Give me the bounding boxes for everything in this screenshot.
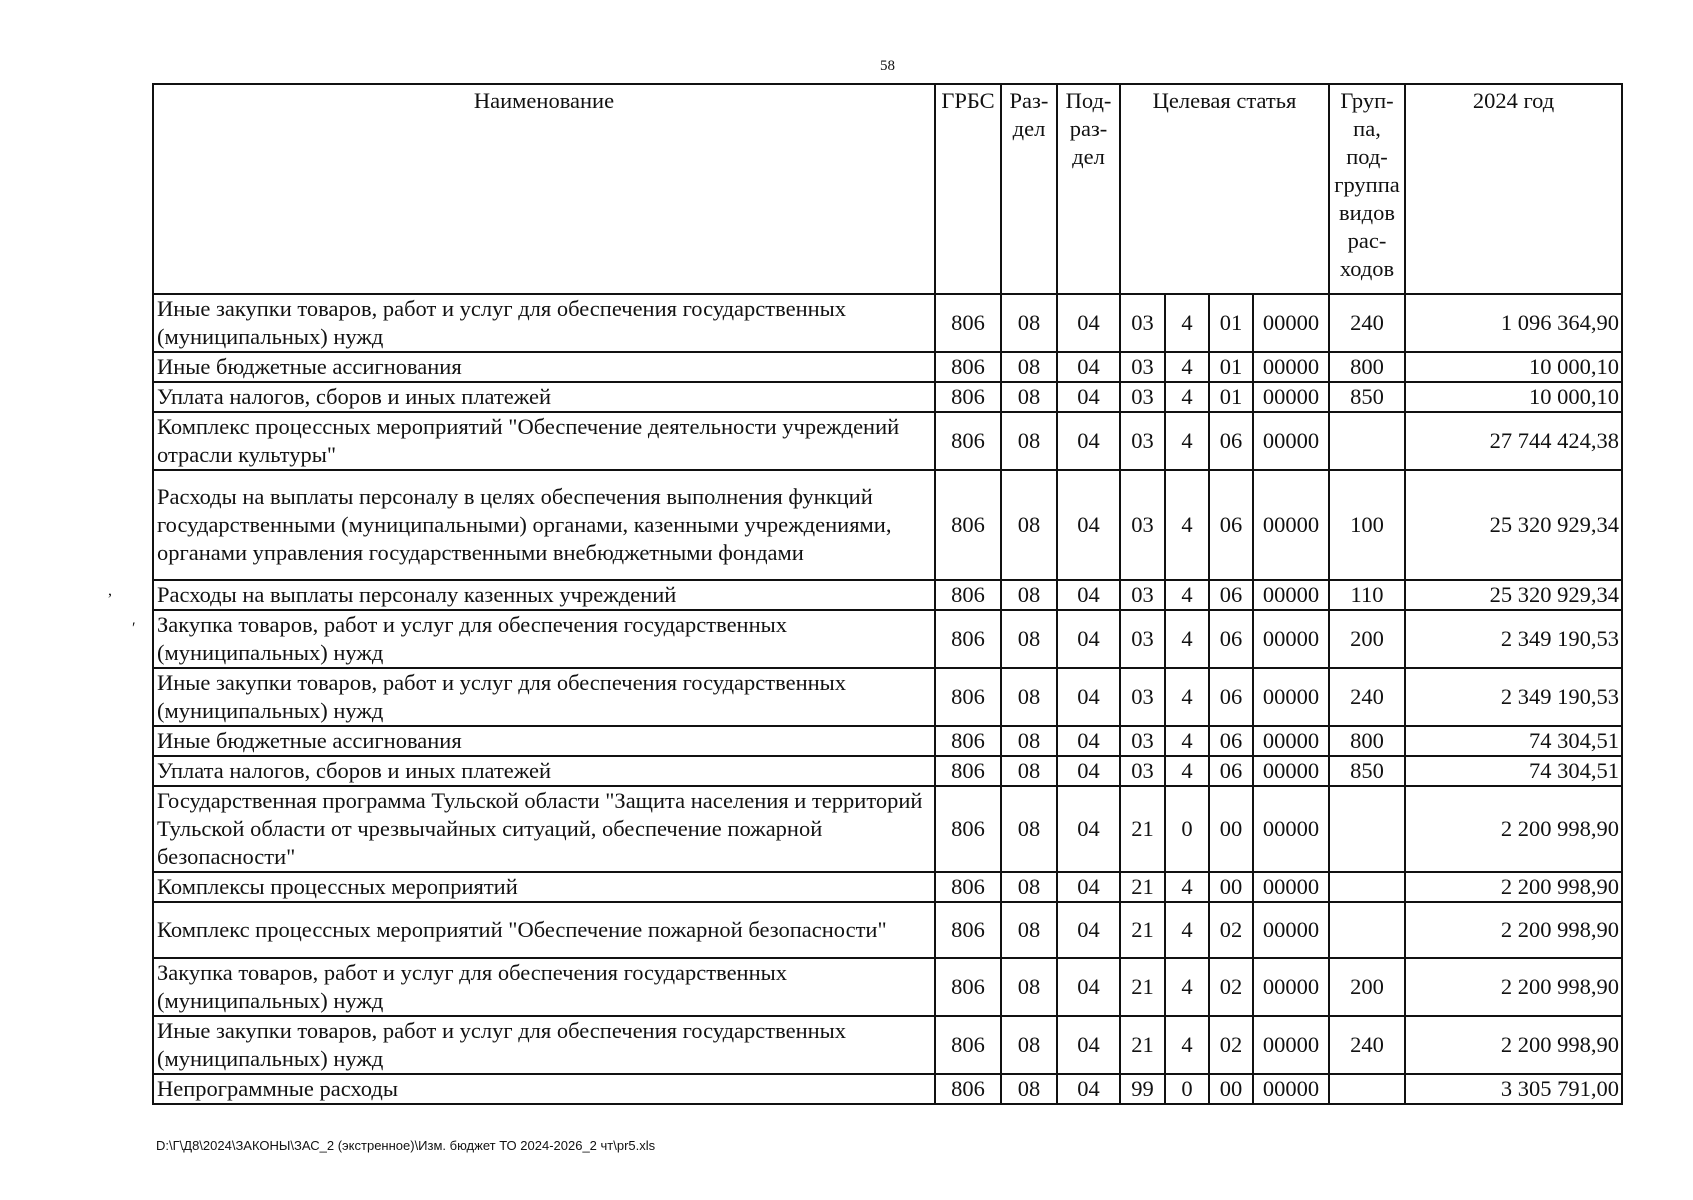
row-target-type: 4 — [1165, 668, 1209, 726]
row-amount: 10 000,10 — [1405, 382, 1622, 412]
row-grbs: 806 — [935, 1074, 1001, 1104]
row-amount: 25 320 929,34 — [1405, 580, 1622, 610]
row-target-direction: 00000 — [1253, 1016, 1329, 1074]
row-section: 08 — [1001, 352, 1057, 382]
row-subsection: 04 — [1057, 668, 1120, 726]
row-subsection: 04 — [1057, 610, 1120, 668]
page-number: 58 — [880, 58, 895, 74]
scan-mark: , — [108, 582, 112, 599]
row-section: 08 — [1001, 382, 1057, 412]
row-section: 08 — [1001, 872, 1057, 902]
row-section: 08 — [1001, 1074, 1057, 1104]
row-target-event: 06 — [1209, 726, 1253, 756]
row-grbs: 806 — [935, 872, 1001, 902]
row-expense-group: 800 — [1329, 352, 1405, 382]
row-grbs: 806 — [935, 958, 1001, 1016]
row-target-direction: 00000 — [1253, 726, 1329, 756]
row-name: Расходы на выплаты персоналу казенных учреждений — [153, 580, 935, 610]
table-row — [153, 668, 1622, 726]
row-subsection: 04 — [1057, 786, 1120, 872]
table-row — [153, 726, 1622, 756]
row-name: Государственная программа Тульской области "Защита населения и территорий Тульской области от чрезвычайных ситуаций, обеспечение пожарной безопасности" — [153, 786, 935, 872]
row-subsection: 04 — [1057, 412, 1120, 470]
row-subsection: 04 — [1057, 470, 1120, 580]
row-target-event: 00 — [1209, 1074, 1253, 1104]
row-section: 08 — [1001, 412, 1057, 470]
file-path-footer: D:\Г\Д8\2024\ЗАКОНЫ\ЗАС_2 (экстренное)\Изм. бюджет ТО 2024-2026_2 чт\pr5.xls — [156, 1138, 656, 1153]
row-expense-group: 850 — [1329, 756, 1405, 786]
budget-table — [152, 83, 1623, 1105]
row-target-event: 06 — [1209, 668, 1253, 726]
row-grbs: 806 — [935, 580, 1001, 610]
row-grbs: 806 — [935, 902, 1001, 958]
row-target-program: 03 — [1120, 412, 1165, 470]
row-name: Закупка товаров, работ и услуг для обеспечения государственных (муниципальных) нужд — [153, 958, 935, 1016]
row-amount: 2 349 190,53 — [1405, 668, 1622, 726]
row-subsection: 04 — [1057, 352, 1120, 382]
row-amount: 25 320 929,34 — [1405, 470, 1622, 580]
row-name: Уплата налогов, сборов и иных платежей — [153, 382, 935, 412]
row-expense-group: 800 — [1329, 726, 1405, 756]
header-grbs: ГРБС — [935, 84, 1001, 294]
table-row — [153, 412, 1622, 470]
row-target-event: 00 — [1209, 872, 1253, 902]
row-target-type: 4 — [1165, 470, 1209, 580]
row-subsection: 04 — [1057, 1074, 1120, 1104]
row-target-type: 4 — [1165, 726, 1209, 756]
header-name: Наименование — [153, 84, 935, 294]
row-section: 08 — [1001, 470, 1057, 580]
row-amount: 2 200 998,90 — [1405, 902, 1622, 958]
row-section: 08 — [1001, 580, 1057, 610]
row-grbs: 806 — [935, 382, 1001, 412]
row-target-program: 21 — [1120, 872, 1165, 902]
row-grbs: 806 — [935, 294, 1001, 352]
header-year: 2024 год — [1405, 84, 1622, 294]
row-target-type: 4 — [1165, 352, 1209, 382]
row-target-program: 21 — [1120, 1016, 1165, 1074]
row-grbs: 806 — [935, 610, 1001, 668]
row-name: Комплексы процессных мероприятий — [153, 872, 935, 902]
row-subsection: 04 — [1057, 294, 1120, 352]
row-name: Иные закупки товаров, работ и услуг для обеспечения государственных (муниципальных) нужд — [153, 1016, 935, 1074]
scan-mark: ′ — [132, 620, 136, 637]
table-row — [153, 1074, 1622, 1104]
row-grbs: 806 — [935, 668, 1001, 726]
row-target-direction: 00000 — [1253, 902, 1329, 958]
table-row — [153, 294, 1622, 352]
row-name: Комплекс процессных мероприятий "Обеспечение деятельности учреждений отрасли культуры" — [153, 412, 935, 470]
row-target-event: 00 — [1209, 786, 1253, 872]
row-target-program: 03 — [1120, 726, 1165, 756]
row-section: 08 — [1001, 726, 1057, 756]
row-section: 08 — [1001, 902, 1057, 958]
table-row — [153, 902, 1622, 958]
row-target-event: 06 — [1209, 756, 1253, 786]
row-expense-group — [1329, 786, 1405, 872]
row-target-direction: 00000 — [1253, 352, 1329, 382]
row-name: Уплата налогов, сборов и иных платежей — [153, 756, 935, 786]
row-target-event: 01 — [1209, 294, 1253, 352]
row-target-event: 02 — [1209, 958, 1253, 1016]
header-section: Раз-дел — [1001, 84, 1057, 294]
row-amount: 2 349 190,53 — [1405, 610, 1622, 668]
row-name: Иные закупки товаров, работ и услуг для обеспечения государственных (муниципальных) нужд — [153, 294, 935, 352]
row-target-direction: 00000 — [1253, 958, 1329, 1016]
row-amount: 10 000,10 — [1405, 352, 1622, 382]
row-subsection: 04 — [1057, 580, 1120, 610]
row-expense-group: 850 — [1329, 382, 1405, 412]
row-target-event: 02 — [1209, 1016, 1253, 1074]
table-row — [153, 470, 1622, 580]
row-target-direction: 00000 — [1253, 610, 1329, 668]
table-row — [153, 872, 1622, 902]
table-body — [153, 294, 1622, 1104]
row-subsection: 04 — [1057, 726, 1120, 756]
row-section: 08 — [1001, 668, 1057, 726]
row-grbs: 806 — [935, 412, 1001, 470]
row-expense-group — [1329, 872, 1405, 902]
row-expense-group: 200 — [1329, 610, 1405, 668]
row-target-type: 4 — [1165, 756, 1209, 786]
row-target-program: 03 — [1120, 470, 1165, 580]
row-target-program: 03 — [1120, 580, 1165, 610]
row-grbs: 806 — [935, 1016, 1001, 1074]
row-subsection: 04 — [1057, 382, 1120, 412]
table-row — [153, 786, 1622, 872]
row-expense-group: 200 — [1329, 958, 1405, 1016]
row-section: 08 — [1001, 756, 1057, 786]
row-section: 08 — [1001, 958, 1057, 1016]
row-target-program: 03 — [1120, 352, 1165, 382]
row-expense-group — [1329, 412, 1405, 470]
row-target-program: 21 — [1120, 786, 1165, 872]
row-target-direction: 00000 — [1253, 470, 1329, 580]
row-expense-group: 100 — [1329, 470, 1405, 580]
row-amount: 74 304,51 — [1405, 726, 1622, 756]
row-target-type: 0 — [1165, 786, 1209, 872]
row-grbs: 806 — [935, 726, 1001, 756]
table-row — [153, 610, 1622, 668]
row-target-type: 4 — [1165, 902, 1209, 958]
row-amount: 3 305 791,00 — [1405, 1074, 1622, 1104]
row-name: Расходы на выплаты персоналу в целях обеспечения выполнения функций государственными (муниципальными) органами, казенными учреждениями, органами управления государственными внебюджетными фондами — [153, 470, 935, 580]
row-target-type: 4 — [1165, 294, 1209, 352]
row-target-type: 4 — [1165, 872, 1209, 902]
row-target-event: 01 — [1209, 352, 1253, 382]
row-section: 08 — [1001, 786, 1057, 872]
row-name: Иные бюджетные ассигнования — [153, 352, 935, 382]
row-target-direction: 00000 — [1253, 756, 1329, 786]
row-name: Комплекс процессных мероприятий "Обеспечение пожарной безопасности" — [153, 902, 935, 958]
row-name: Иные бюджетные ассигнования — [153, 726, 935, 756]
row-expense-group: 240 — [1329, 294, 1405, 352]
row-expense-group — [1329, 1074, 1405, 1104]
row-target-type: 4 — [1165, 580, 1209, 610]
table-row — [153, 352, 1622, 382]
row-target-type: 0 — [1165, 1074, 1209, 1104]
row-subsection: 04 — [1057, 756, 1120, 786]
row-section: 08 — [1001, 1016, 1057, 1074]
row-target-program: 03 — [1120, 382, 1165, 412]
row-target-program: 21 — [1120, 902, 1165, 958]
row-expense-group: 110 — [1329, 580, 1405, 610]
table-row — [153, 958, 1622, 1016]
row-amount: 2 200 998,90 — [1405, 958, 1622, 1016]
row-grbs: 806 — [935, 352, 1001, 382]
row-name: Непрограммные расходы — [153, 1074, 935, 1104]
row-target-direction: 00000 — [1253, 668, 1329, 726]
row-subsection: 04 — [1057, 902, 1120, 958]
row-amount: 2 200 998,90 — [1405, 1016, 1622, 1074]
header-target-article: Целевая статья — [1120, 84, 1329, 294]
row-target-type: 4 — [1165, 412, 1209, 470]
row-amount: 27 744 424,38 — [1405, 412, 1622, 470]
table-row — [153, 382, 1622, 412]
row-grbs: 806 — [935, 786, 1001, 872]
row-amount: 2 200 998,90 — [1405, 872, 1622, 902]
row-target-direction: 00000 — [1253, 294, 1329, 352]
row-subsection: 04 — [1057, 1016, 1120, 1074]
row-subsection: 04 — [1057, 958, 1120, 1016]
table-row — [153, 1016, 1622, 1074]
row-target-type: 4 — [1165, 382, 1209, 412]
row-target-direction: 00000 — [1253, 786, 1329, 872]
header-expense-group: Груп-па, под-группа видов рас-ходов — [1329, 84, 1405, 294]
table-row — [153, 756, 1622, 786]
row-target-type: 4 — [1165, 610, 1209, 668]
row-target-direction: 00000 — [1253, 382, 1329, 412]
row-target-event: 06 — [1209, 610, 1253, 668]
row-name: Иные закупки товаров, работ и услуг для обеспечения государственных (муниципальных) нужд — [153, 668, 935, 726]
row-amount: 2 200 998,90 — [1405, 786, 1622, 872]
row-target-program: 03 — [1120, 294, 1165, 352]
row-expense-group: 240 — [1329, 668, 1405, 726]
row-target-type: 4 — [1165, 1016, 1209, 1074]
row-target-event: 01 — [1209, 382, 1253, 412]
row-subsection: 04 — [1057, 872, 1120, 902]
row-target-program: 03 — [1120, 668, 1165, 726]
row-target-direction: 00000 — [1253, 580, 1329, 610]
row-amount: 1 096 364,90 — [1405, 294, 1622, 352]
row-name: Закупка товаров, работ и услуг для обеспечения государственных (муниципальных) нужд — [153, 610, 935, 668]
table-header-row — [153, 84, 1622, 294]
header-subsection: Под-раз-дел — [1057, 84, 1120, 294]
row-target-event: 06 — [1209, 470, 1253, 580]
row-target-event: 06 — [1209, 580, 1253, 610]
row-target-program: 03 — [1120, 756, 1165, 786]
table-row — [153, 580, 1622, 610]
row-target-direction: 00000 — [1253, 412, 1329, 470]
row-amount: 74 304,51 — [1405, 756, 1622, 786]
row-grbs: 806 — [935, 756, 1001, 786]
row-expense-group — [1329, 902, 1405, 958]
row-target-program: 99 — [1120, 1074, 1165, 1104]
row-target-program: 21 — [1120, 958, 1165, 1016]
row-target-type: 4 — [1165, 958, 1209, 1016]
row-grbs: 806 — [935, 470, 1001, 580]
row-target-event: 06 — [1209, 412, 1253, 470]
row-target-direction: 00000 — [1253, 872, 1329, 902]
row-section: 08 — [1001, 610, 1057, 668]
row-section: 08 — [1001, 294, 1057, 352]
row-target-event: 02 — [1209, 902, 1253, 958]
row-target-direction: 00000 — [1253, 1074, 1329, 1104]
row-expense-group: 240 — [1329, 1016, 1405, 1074]
row-target-program: 03 — [1120, 610, 1165, 668]
